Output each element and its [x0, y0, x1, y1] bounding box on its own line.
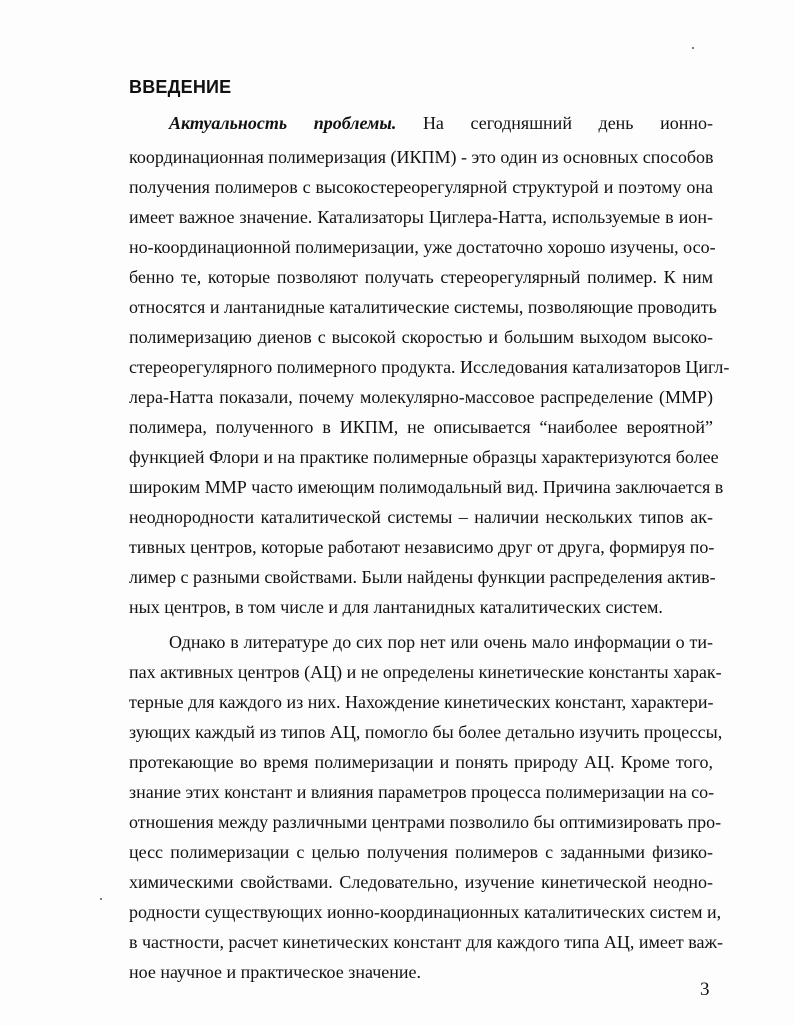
section-heading: ВВЕДЕНИЕ [129, 77, 232, 97]
paragraph1-line: имеет важное значение. Катализаторы Циглера-Натта, используемые в ион- [129, 207, 713, 227]
paragraph1-line: бенно те, которые позволяют получать стереорегулярный полимер. К ним [129, 267, 713, 287]
paragraph1-line: тивных центров, которые работают независимо друг от друга, формируя по- [129, 537, 715, 557]
paragraph1-line: относятся и лантанидные каталитические системы, позволяющие проводить [129, 297, 717, 317]
paragraph2-line: отношения между различными центрами позволило бы оптимизировать про- [129, 812, 722, 832]
paragraph1-line: стереорегулярного полимерного продукта. Исследования катализаторов Цигл- [129, 357, 730, 377]
page-number: 3 [700, 979, 710, 1000]
paragraph2-line: зующих каждый из типов АЦ, помогло бы более детально изучить процессы, [129, 722, 723, 742]
paragraph1-line: широким ММР часто имеющим полимодальный вид. Причина заключается в [129, 477, 724, 497]
paragraph2-line: родности существующих ионно-координационных каталитических систем и, [129, 902, 722, 922]
paragraph2-line: химическими свойствами. Следовательно, изучение кинетической неодно- [129, 872, 713, 892]
paragraph2-line: цесс полимеризации с целью получения полимеров с заданными физико- [129, 842, 713, 862]
paragraph2-line: Однако в литературе до сих пор нет или очень мало информации о ти- [169, 632, 713, 652]
paragraph1-line: полимеризацию диенов с высокой скоростью и большим выходом высоко- [129, 327, 713, 347]
paragraph2-line: знание этих констант и влияния параметров процесса полимеризации на со- [129, 782, 715, 802]
paragraph1-line: неоднородности каталитической системы – наличии нескольких типов ак- [129, 507, 713, 527]
paragraph2-line: протекающие во время полимеризации и понять природу АЦ. Кроме того, [129, 752, 713, 772]
paragraph1-line: лера-Натта показали, почему молекулярно-массовое распределение (ММР) [129, 387, 713, 407]
paragraph1-line: лимер с разными свойствами. Были найдены функции распределения актив- [129, 567, 716, 587]
paragraph1-line-1-text: На сегодняшний день ионно- [422, 113, 713, 133]
paragraph2-line: терные для каждого из них. Нахождение кинетических констант, характери- [129, 692, 714, 712]
scan-speck [100, 898, 102, 900]
paragraph2-line: пах активных центров (АЦ) и не определены кинетические константы харак- [129, 662, 722, 682]
paragraph1-line: но-координационной полимеризации, уже достаточно хорошо изучены, осо- [129, 237, 716, 257]
paragraph1-line-1 [169, 113, 713, 133]
scan-speck [692, 47, 694, 49]
paragraph1-line: координационная полимеризация (ИКПМ) - это один из основных способов [129, 147, 714, 167]
paragraph1-line: полимера, полученного в ИКПМ, не описывается “наиболее вероятной” [129, 417, 713, 437]
paragraph1-line: функцией Флори и на практике полимерные образцы характеризуются более [129, 447, 719, 467]
paragraph2-line: ное научное и практическое значение. [129, 962, 422, 982]
paragraph2-line: в частности, расчет кинетических констант для каждого типа АЦ, имеет важ- [129, 932, 723, 952]
paragraph1-line: получения полимеров с высокостереорегулярной структурой и поэтому она [129, 177, 713, 197]
paragraph1-line: ных центров, в том числе и для лантанидных каталитических систем. [129, 597, 663, 617]
paragraph1-lead: Актуальность проблемы. [169, 113, 397, 133]
